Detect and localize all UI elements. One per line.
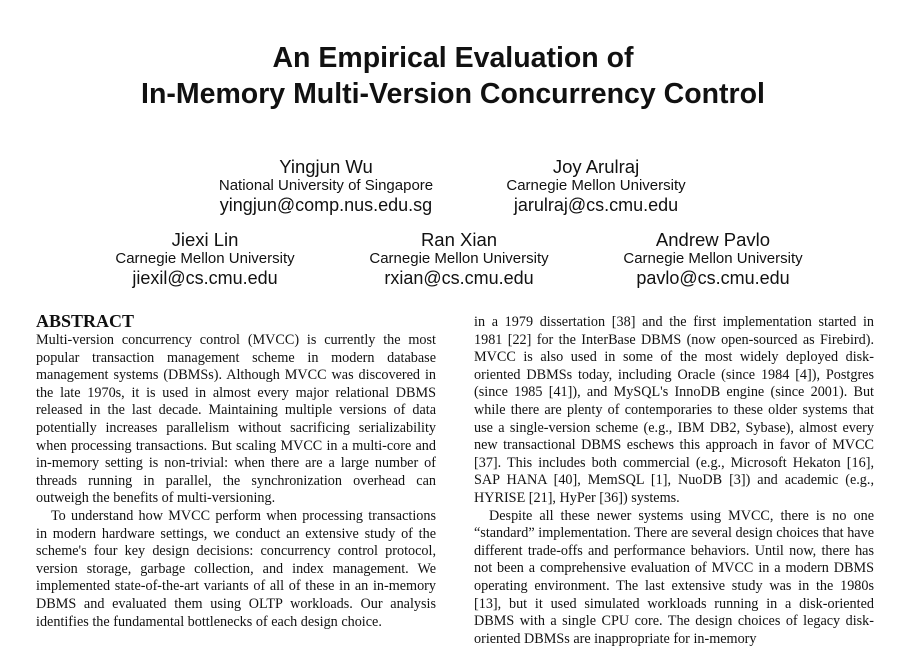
- author-affiliation: Carnegie Mellon University: [115, 250, 295, 267]
- body-paragraph: in a 1979 dissertation [38] and the first implementation started in 1981 [22] for the InterBase DBMS (now open-sourced as Firebird). MVCC is also used in some of the most widely deployed disk-oriented DBMSs today, including Oracle (since 1984 [4]), Postgres (since 1985 [41]), and MySQL's InnoDB engine (since 2001). But while there are plenty of contemporaries to these older systems that use a single-version scheme (e.g., IBM DB2, Sybase), almost every new transactional DBMS eschews this approach in favor of MVCC [37]. This includes both commercial (e.g., Microsoft Hekaton [16], SAP HANA [40], MemSQL [1], NuoDB [3]) and academic (e.g., HYRISE [21], HyPer [36]) systems.: [474, 314, 874, 506]
- right-column: [474, 314, 874, 648]
- abstract-paragraph: Multi-version concurrency control (MVCC) is currently the most popular transaction management scheme in modern database management systems (DBMSs). Although MVCC was discovered in the late 1970s, it is used in almost every major relational DBMS released in the last decade. Maintaining multiple versions of data potentially increases parallelism without sacrificing serializability when processing transactions. But scaling MVCC in a multi-core and in-memory setting is non-trivial: when there are a large number of threads running in parallel, the synchronization overhead can outweigh the benefits of multi-versioning.: [36, 332, 436, 507]
- author-affiliation: Carnegie Mellon University: [506, 177, 686, 194]
- author-email: rxian@cs.cmu.edu: [384, 268, 534, 288]
- author-affiliation: Carnegie Mellon University: [369, 250, 549, 267]
- paper-title: [0, 40, 906, 112]
- title-line-1: An Empirical Evaluation of: [272, 42, 634, 74]
- body-paragraph: Despite all these newer systems using MVCC, there is no one “standard” implementation. There are several design choices that have different trade-offs and performance behaviors. Until now, there has not been a comprehensive evaluation of MVCC in a modern DBMS operating environment. The last extensive study was in the 1980s [13], but it used simulated workloads running in a disk-oriented DBMS with a single CPU core. The design choices of legacy disk-oriented DBMSs are inappropriate for in-memory: [474, 507, 874, 647]
- author-name: Ran Xian: [420, 229, 498, 250]
- author-name: Yingjun Wu: [279, 156, 373, 177]
- author-name: Andrew Pavlo: [655, 229, 771, 250]
- title-line-2: In-Memory Multi-Version Concurrency Control: [141, 78, 765, 110]
- author-email: yingjun@comp.nus.edu.sg: [219, 195, 433, 215]
- author-email: jiexil@cs.cmu.edu: [132, 268, 278, 288]
- abstract-heading: ABSTRACT: [36, 311, 135, 331]
- author-email: jarulraj@cs.cmu.edu: [513, 195, 679, 215]
- author-block: [486, 156, 706, 216]
- author-block: [206, 156, 446, 216]
- left-column: [36, 310, 436, 631]
- author-email: pavlo@cs.cmu.edu: [636, 268, 790, 288]
- abstract-paragraph: To understand how MVCC perform when processing transactions in modern hardware settings, we conduct an extensive study of the scheme's four key design decisions: concurrency control protocol, version storage, garbage collection, and index management. We implemented state-of-the-art variants of all of these in an in-memory DBMS and evaluated them using OLTP workloads. Our analysis identifies the fundamental bottlenecks of each design choice.: [36, 507, 436, 630]
- author-block: [354, 229, 564, 289]
- author-block: [608, 229, 818, 289]
- author-name: Joy Arulraj: [552, 156, 640, 177]
- author-affiliation: National University of Singapore: [218, 177, 434, 194]
- author-name: Jiexi Lin: [171, 229, 239, 250]
- author-block: [100, 229, 310, 289]
- author-affiliation: Carnegie Mellon University: [623, 250, 803, 267]
